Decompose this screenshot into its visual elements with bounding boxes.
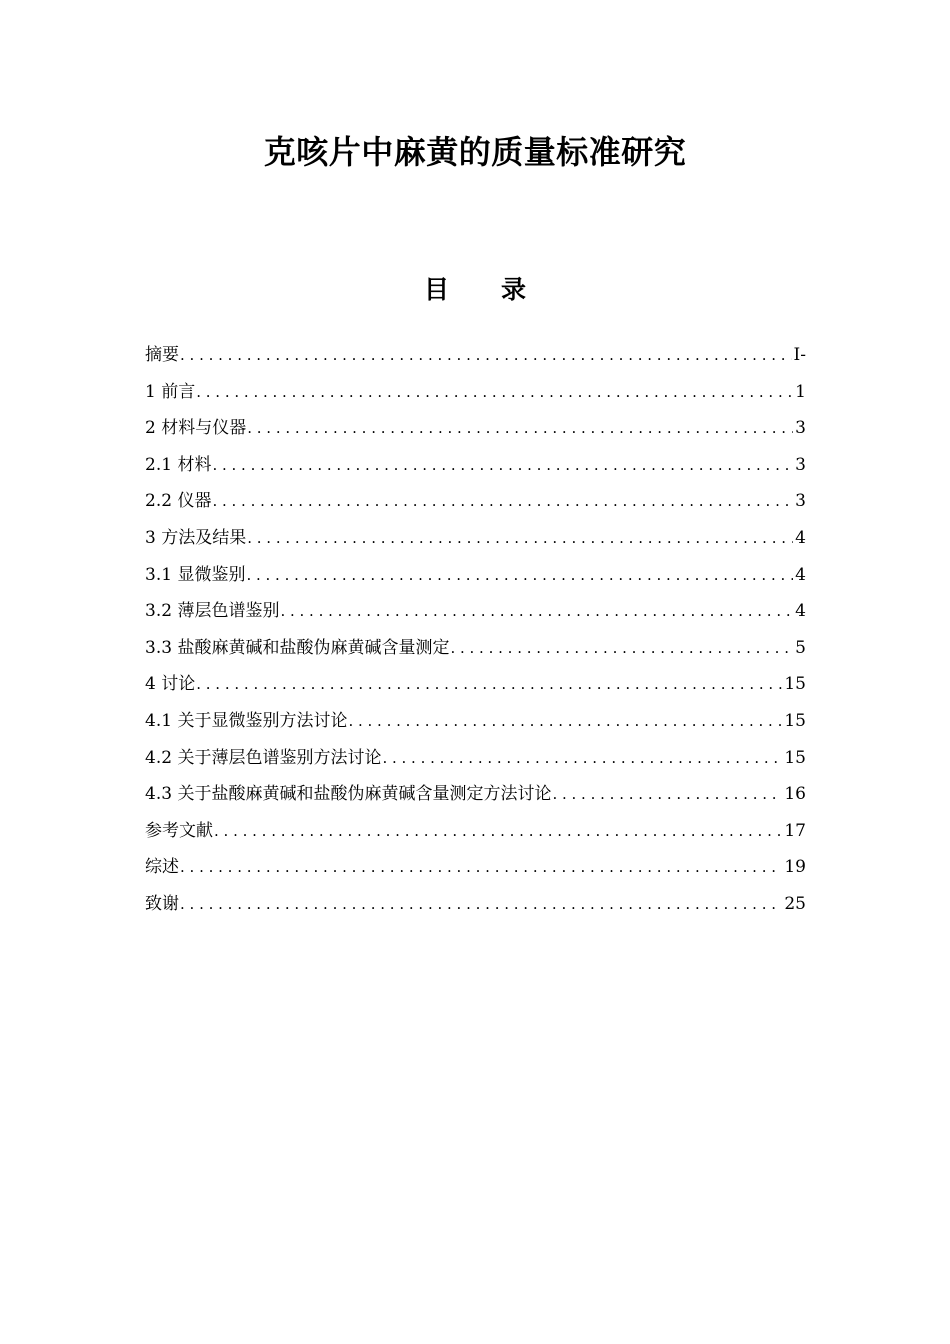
toc-dot-leader	[552, 779, 782, 809]
toc-entry-2-1[interactable]	[145, 450, 806, 487]
toc-entry-label: 2.2 仪器	[145, 491, 212, 512]
toc-entry-acknowledgements[interactable]	[145, 889, 806, 926]
toc-entry-page: 16	[784, 784, 806, 805]
toc-dot-leader	[382, 743, 782, 773]
document-title: 克咳片中麻黄的质量标准研究	[263, 133, 687, 171]
toc-entry-page: 5	[795, 637, 806, 658]
toc-entry-label: 3.1 显微鉴别	[145, 564, 246, 585]
toc-entry-page: 3	[795, 418, 806, 439]
toc-dot-leader	[180, 889, 782, 919]
toc-dot-leader	[247, 413, 793, 443]
toc-entry-3[interactable]	[145, 523, 806, 560]
toc-dot-leader	[212, 486, 793, 516]
toc-entry-label: 2 材料与仪器	[145, 418, 247, 439]
toc-dot-leader	[180, 852, 782, 882]
toc-dot-leader	[196, 377, 793, 407]
toc-entry-page: 25	[784, 893, 806, 914]
toc-entry-1[interactable]	[145, 377, 806, 414]
toc-entry-page: 15	[784, 747, 806, 768]
toc-entry-page: 19	[784, 857, 806, 878]
toc-entry-label: 2.1 材料	[145, 454, 212, 475]
toc-entry-label: 综述	[145, 857, 179, 878]
toc-dot-leader	[348, 706, 782, 736]
toc-entry-page: 17	[784, 820, 806, 841]
toc-entry-4[interactable]	[145, 669, 806, 706]
table-of-contents	[145, 340, 806, 926]
toc-entry-label: 3.2 薄层色谱鉴别	[145, 601, 280, 622]
toc-dot-leader	[246, 560, 793, 590]
toc-entry-2-2[interactable]	[145, 486, 806, 523]
toc-entry-label: 4 讨论	[145, 674, 196, 695]
toc-entry-3-2[interactable]	[145, 596, 806, 633]
toc-entry-page: 4	[795, 601, 806, 622]
toc-entry-label: 1 前言	[145, 381, 196, 402]
toc-entry-label: 4.1 关于显微鉴别方法讨论	[145, 710, 348, 731]
toc-entry-4-1[interactable]	[145, 706, 806, 743]
toc-dot-leader	[214, 816, 782, 846]
toc-entry-review[interactable]	[145, 852, 806, 889]
toc-entry-page: 4	[795, 564, 806, 585]
toc-entry-label: 参考文献	[145, 820, 213, 841]
toc-entry-page: 15	[784, 674, 806, 695]
toc-entry-abstract[interactable]	[145, 340, 806, 377]
toc-entry-3-3[interactable]	[145, 633, 806, 670]
toc-dot-leader	[180, 340, 792, 370]
toc-entry-label: 3 方法及结果	[145, 527, 247, 548]
toc-dot-leader	[196, 669, 782, 699]
toc-entry-4-2[interactable]	[145, 743, 806, 780]
toc-dot-leader	[280, 596, 793, 626]
toc-entry-label: 4.3 关于盐酸麻黄碱和盐酸伪麻黄碱含量测定方法讨论	[145, 784, 552, 805]
toc-entry-page: 1	[795, 381, 806, 402]
toc-entry-4-3[interactable]	[145, 779, 806, 816]
toc-dot-leader	[247, 523, 793, 553]
toc-entry-label: 致谢	[145, 893, 179, 914]
toc-dot-leader	[212, 450, 793, 480]
toc-entry-label: 4.2 关于薄层色谱鉴别方法讨论	[145, 747, 382, 768]
toc-entry-references[interactable]	[145, 816, 806, 853]
toc-entry-page: 3	[795, 454, 806, 475]
toc-entry-label: 3.3 盐酸麻黄碱和盐酸伪麻黄碱含量测定	[145, 637, 450, 658]
toc-heading-char-2: 录	[501, 275, 527, 304]
toc-heading-char-1: 目	[423, 275, 449, 304]
toc-dot-leader	[450, 633, 793, 663]
toc-entry-page: 3	[795, 491, 806, 512]
toc-entry-label: 摘要	[145, 345, 179, 365]
toc-heading	[0, 272, 950, 308]
toc-entry-2[interactable]	[145, 413, 806, 450]
toc-entry-3-1[interactable]	[145, 560, 806, 597]
toc-entry-page: 15	[784, 710, 806, 731]
toc-entry-page: I-	[793, 345, 806, 365]
toc-entry-page: 4	[795, 527, 806, 548]
